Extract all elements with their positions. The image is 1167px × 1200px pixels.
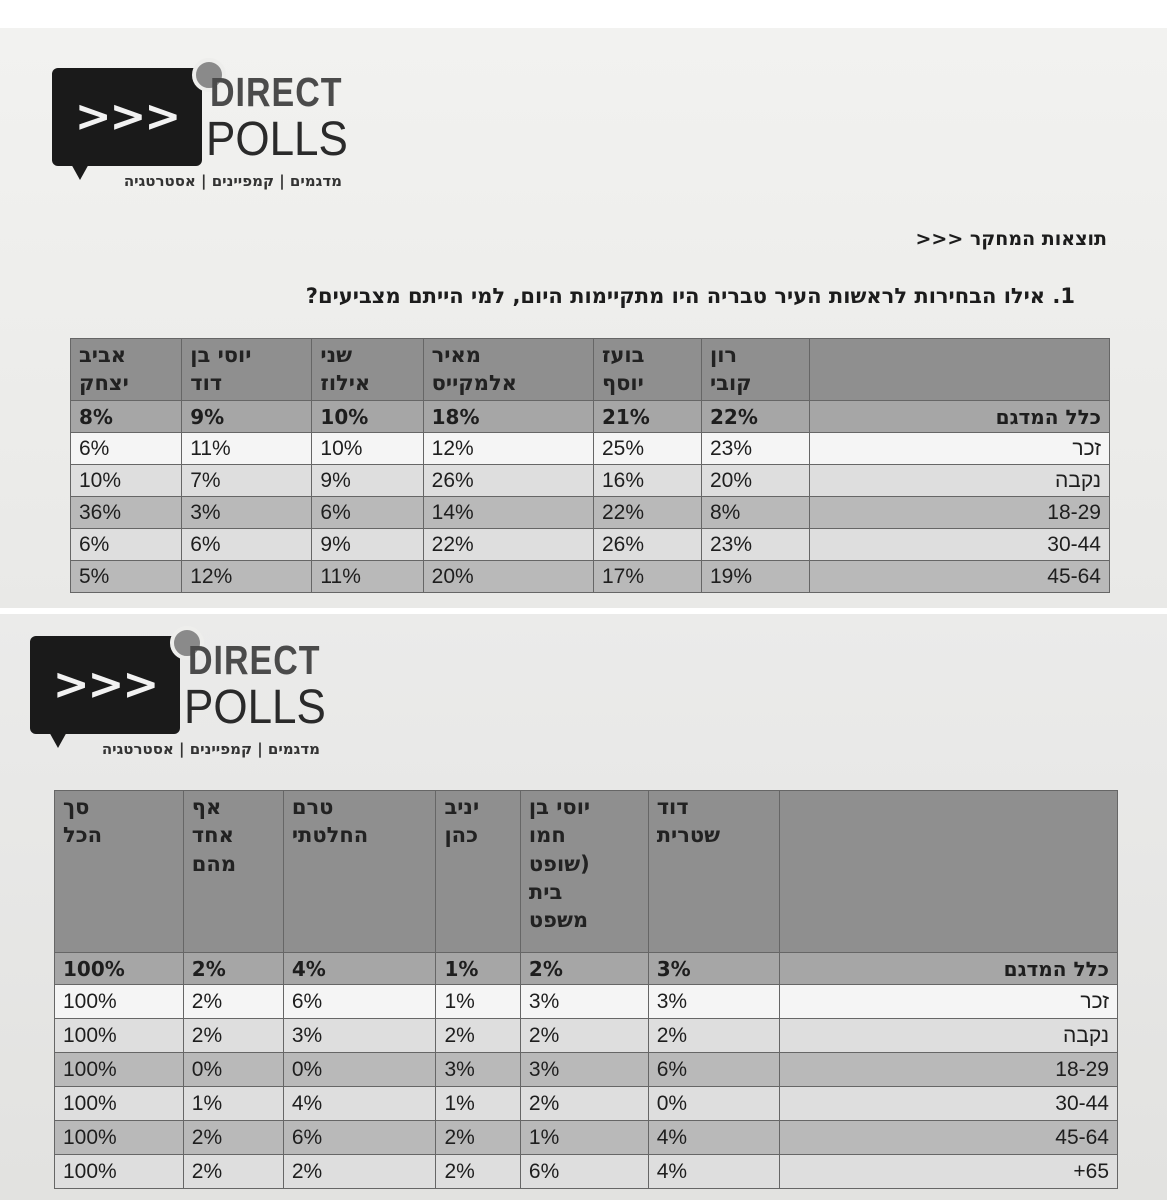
table-row [71, 561, 1110, 593]
cell-value: 6% [283, 985, 436, 1019]
row-label: 45-64 [810, 561, 1110, 593]
table-row [55, 1087, 1118, 1121]
row-label: זכר [780, 985, 1118, 1019]
cell-value: 10% [312, 433, 423, 465]
cell-value: 12% [182, 561, 312, 593]
cell-value: 20% [423, 561, 593, 593]
cell-value: 2% [436, 1019, 520, 1053]
row-label: 30-44 [780, 1087, 1118, 1121]
cell-value: 3% [648, 985, 779, 1019]
logo-tagline: מדגמים | קמפיינים | אסטרטגיה [123, 172, 342, 190]
cell-value: 3% [436, 1053, 520, 1087]
cell-value: 11% [312, 561, 423, 593]
cell-value: 22% [593, 497, 701, 529]
results-heading: תוצאות המחקר <<< [915, 228, 1107, 250]
cell-value: 23% [701, 529, 809, 561]
cell-value: 3% [283, 1019, 436, 1053]
row-label: 45-64 [780, 1121, 1118, 1155]
cell-value: 100% [55, 953, 184, 985]
logo-word-polls: POLLS [206, 112, 348, 166]
cell-value: 4% [283, 953, 436, 985]
table-row [71, 529, 1110, 561]
column-header [71, 339, 182, 401]
cell-value: 100% [55, 1019, 184, 1053]
column-header [593, 339, 701, 401]
table-row [71, 433, 1110, 465]
cell-value: 100% [55, 1155, 184, 1189]
row-label: 65+ [780, 1155, 1118, 1189]
cell-value: 21% [593, 401, 701, 433]
cell-value: 0% [648, 1087, 779, 1121]
cell-value: 6% [520, 1155, 648, 1189]
candidate-name: שני אילוז [320, 343, 371, 396]
cell-value: 1% [436, 985, 520, 1019]
cell-value: 100% [55, 985, 184, 1019]
cell-value: 3% [520, 1053, 648, 1087]
column-header [312, 339, 423, 401]
cell-value: 2% [183, 985, 283, 1019]
candidate-name: יוסי בן דוד [190, 343, 252, 396]
column-header [436, 791, 520, 953]
cell-value: 22% [701, 401, 809, 433]
logo-tagline: מדגמים | קמפיינים | אסטרטגיה [101, 740, 320, 758]
cell-value: 100% [55, 1121, 184, 1155]
column-header [701, 339, 809, 401]
candidate-name: יניב כהן [444, 795, 480, 848]
cell-value: 11% [182, 433, 312, 465]
cell-value: 6% [312, 497, 423, 529]
cell-value: 1% [436, 1087, 520, 1121]
cell-value: 0% [183, 1053, 283, 1087]
cell-value: 9% [312, 465, 423, 497]
table-row [55, 1155, 1118, 1189]
cell-value: 100% [55, 1087, 184, 1121]
cell-value: 100% [55, 1053, 184, 1087]
logo-word-polls: POLLS [184, 680, 326, 734]
row-label: נקבה [810, 465, 1110, 497]
cell-value: 26% [593, 529, 701, 561]
cell-value: 9% [312, 529, 423, 561]
poll-page-2 [0, 614, 1167, 1200]
row-label: נקבה [780, 1019, 1118, 1053]
cell-value: 17% [593, 561, 701, 593]
candidate-name: דוד שטרית [656, 795, 721, 848]
cell-value: 2% [183, 953, 283, 985]
cell-value: 2% [520, 953, 648, 985]
cell-value: 6% [648, 1053, 779, 1087]
cell-value: 2% [436, 1121, 520, 1155]
total-row [71, 401, 1110, 433]
poll-results-table-2 [54, 790, 1118, 1189]
cell-value: 2% [183, 1019, 283, 1053]
row-label: 30-44 [810, 529, 1110, 561]
poll-results-table-1 [70, 338, 1110, 593]
logo-word-direct: DIRECT [210, 70, 343, 116]
candidate-name: טרם החלטתי [291, 795, 369, 848]
cell-value: 3% [648, 953, 779, 985]
column-header [648, 791, 779, 953]
cell-value: 2% [183, 1155, 283, 1189]
header-empty-cell [810, 339, 1110, 401]
cell-value: 22% [423, 529, 593, 561]
cell-value: 4% [283, 1087, 436, 1121]
row-label: 18-29 [810, 497, 1110, 529]
cell-value: 6% [71, 529, 182, 561]
survey-question: 1. אילו הבחירות לראשות העיר טבריה היו מתקיימות היום, למי הייתם מצביעים? [305, 284, 1075, 308]
cell-value: 1% [436, 953, 520, 985]
row-label: זכר [810, 433, 1110, 465]
cell-value: 8% [701, 497, 809, 529]
candidate-name: בועז יוסף [601, 343, 645, 396]
chevrons-icon: >>> [52, 659, 158, 710]
poll-page-1 [0, 28, 1167, 608]
table-row [55, 1053, 1118, 1087]
cell-value: 25% [593, 433, 701, 465]
cell-value: 12% [423, 433, 593, 465]
cell-value: 10% [312, 401, 423, 433]
cell-value: 1% [520, 1121, 648, 1155]
table-row [71, 497, 1110, 529]
table-row [55, 1121, 1118, 1155]
table-row [55, 985, 1118, 1019]
cell-value: 6% [283, 1121, 436, 1155]
cell-value: 2% [648, 1019, 779, 1053]
table-row [55, 1019, 1118, 1053]
candidate-name: רון קובי [709, 343, 752, 396]
cell-value: 3% [182, 497, 312, 529]
column-header [183, 791, 283, 953]
cell-value: 26% [423, 465, 593, 497]
candidate-name: יוסי בן חמו (שופט בית משפט [528, 795, 591, 933]
cell-value: 20% [701, 465, 809, 497]
cell-value: 6% [182, 529, 312, 561]
cell-value: 9% [182, 401, 312, 433]
table-header-row [55, 791, 1118, 953]
logo-word-direct: DIRECT [188, 638, 321, 684]
cell-value: 4% [648, 1121, 779, 1155]
cell-value: 1% [183, 1087, 283, 1121]
cell-value: 2% [520, 1087, 648, 1121]
column-header [283, 791, 436, 953]
cell-value: 36% [71, 497, 182, 529]
row-label: 18-29 [780, 1053, 1118, 1087]
cell-value: 10% [71, 465, 182, 497]
chevrons-icon: >>> [74, 91, 180, 142]
cell-value: 3% [520, 985, 648, 1019]
cell-value: 8% [71, 401, 182, 433]
column-header [55, 791, 184, 953]
candidate-name: אביב יצחק [79, 343, 129, 396]
cell-value: 16% [593, 465, 701, 497]
cell-value: 2% [183, 1121, 283, 1155]
cell-value: 5% [71, 561, 182, 593]
candidate-name: מאיר אלמקייס [431, 343, 517, 396]
cell-value: 6% [71, 433, 182, 465]
cell-value: 23% [701, 433, 809, 465]
row-label: כלל המדגם [810, 401, 1110, 433]
column-header [520, 791, 648, 953]
cell-value: 2% [436, 1155, 520, 1189]
candidate-name: סך הכל [63, 795, 103, 848]
row-label: כלל המדגם [780, 953, 1118, 985]
cell-value: 7% [182, 465, 312, 497]
candidate-name: אף אחד מהם [191, 795, 237, 876]
cell-value: 19% [701, 561, 809, 593]
column-header [182, 339, 312, 401]
table-row [71, 465, 1110, 497]
column-header [423, 339, 593, 401]
cell-value: 0% [283, 1053, 436, 1087]
header-empty-cell [780, 791, 1118, 953]
cell-value: 2% [520, 1019, 648, 1053]
cell-value: 2% [283, 1155, 436, 1189]
total-row [55, 953, 1118, 985]
cell-value: 18% [423, 401, 593, 433]
cell-value: 14% [423, 497, 593, 529]
table-header-row [71, 339, 1110, 401]
cell-value: 4% [648, 1155, 779, 1189]
